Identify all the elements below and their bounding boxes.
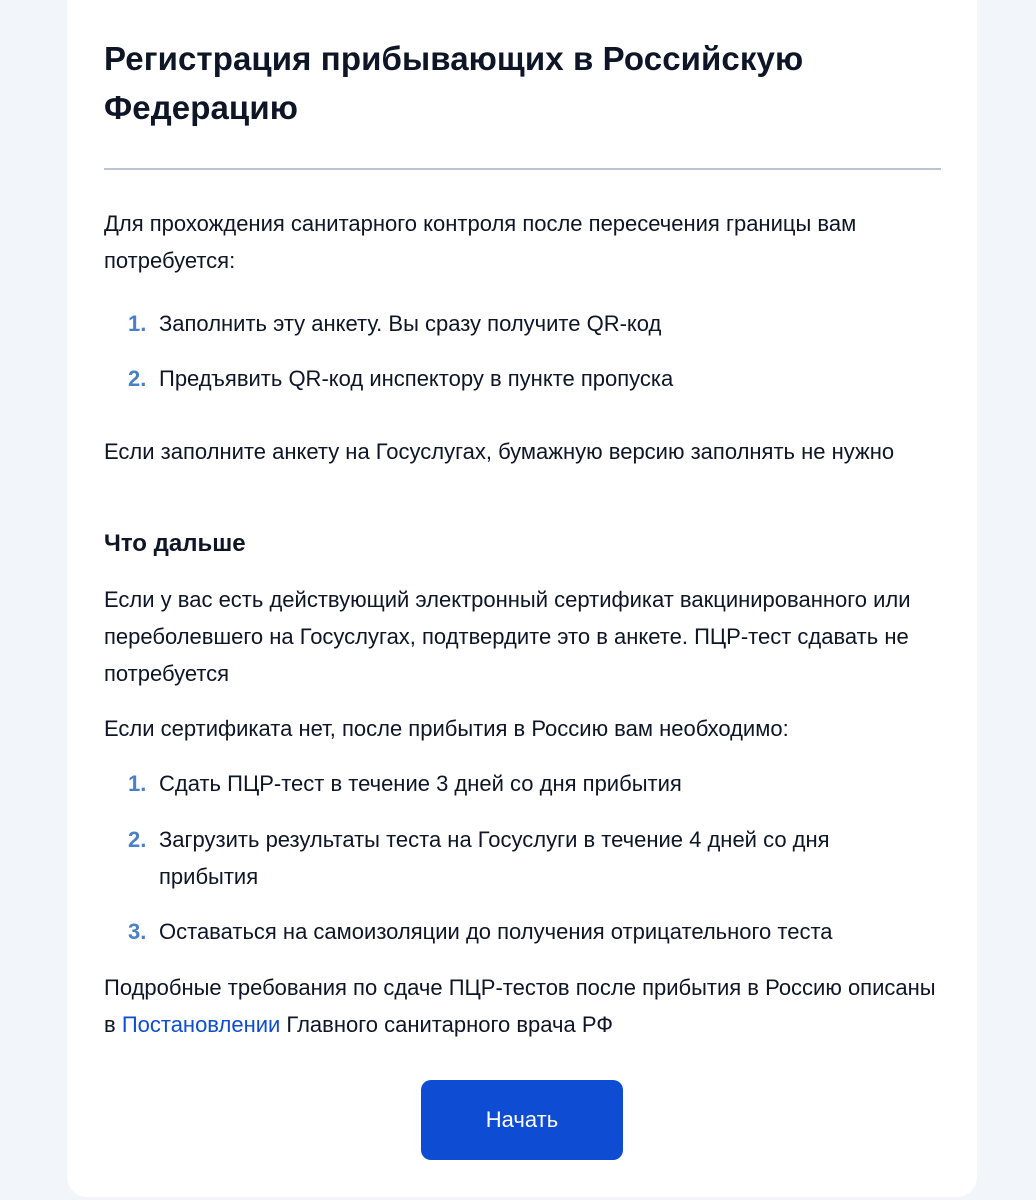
pcr-details-before: Подробные требования по сдаче ПЦР-тестов после прибытия в Россию описаны в	[104, 975, 936, 1037]
no-certificate-text: Если сертификата нет, после прибытия в Россию вам необходимо:	[104, 716, 789, 741]
next-step-3	[128, 913, 928, 950]
page-title: Регистрация прибывающих в Российскую Федерацию	[104, 40, 804, 126]
paper-version-note: Если заполните анкету на Госуслугах, бумажную версию заполнять не нужно	[104, 439, 895, 464]
pcr-details-after: Главного санитарного врача РФ	[280, 1012, 614, 1037]
list-text: Предъявить QR-код инспектору в пункте пропуска	[159, 366, 674, 391]
list-text: Загрузить результаты теста на Госуслуги в течение 4 дней со дня прибытия	[159, 827, 830, 889]
next-step-1	[128, 765, 928, 802]
next-step-2	[128, 821, 928, 895]
next-heading: Что дальше	[104, 530, 246, 557]
list-text: Сдать ПЦР-тест в течение 3 дней со дня прибытия	[159, 771, 682, 796]
list-number: 3.	[128, 919, 147, 944]
list-number: 2.	[128, 366, 147, 391]
start-button[interactable]: Начать	[421, 1080, 623, 1160]
list-text: Оставаться на самоизоляции до получения отрицательного теста	[159, 919, 833, 944]
list-number: 1.	[128, 311, 147, 336]
intro-step-2	[128, 360, 928, 397]
certificate-text: Если у вас есть действующий электронный сертификат вакцинированного или переболевшего на Госуслугах, подтвердите это в анкете. ПЦР-тест сдавать не потребуется	[104, 587, 911, 686]
list-number: 2.	[128, 827, 147, 852]
resolution-link[interactable]: Постановлении	[121, 1012, 281, 1037]
list-number: 1.	[128, 771, 147, 796]
intro-text: Для прохождения санитарного контроля после пересечения границы вам потребуется:	[104, 211, 857, 273]
list-text: Заполнить эту анкету. Вы сразу получите QR-код	[159, 311, 662, 336]
intro-step-1	[128, 305, 928, 342]
title-divider	[104, 168, 941, 170]
pcr-details-text	[104, 969, 940, 1043]
